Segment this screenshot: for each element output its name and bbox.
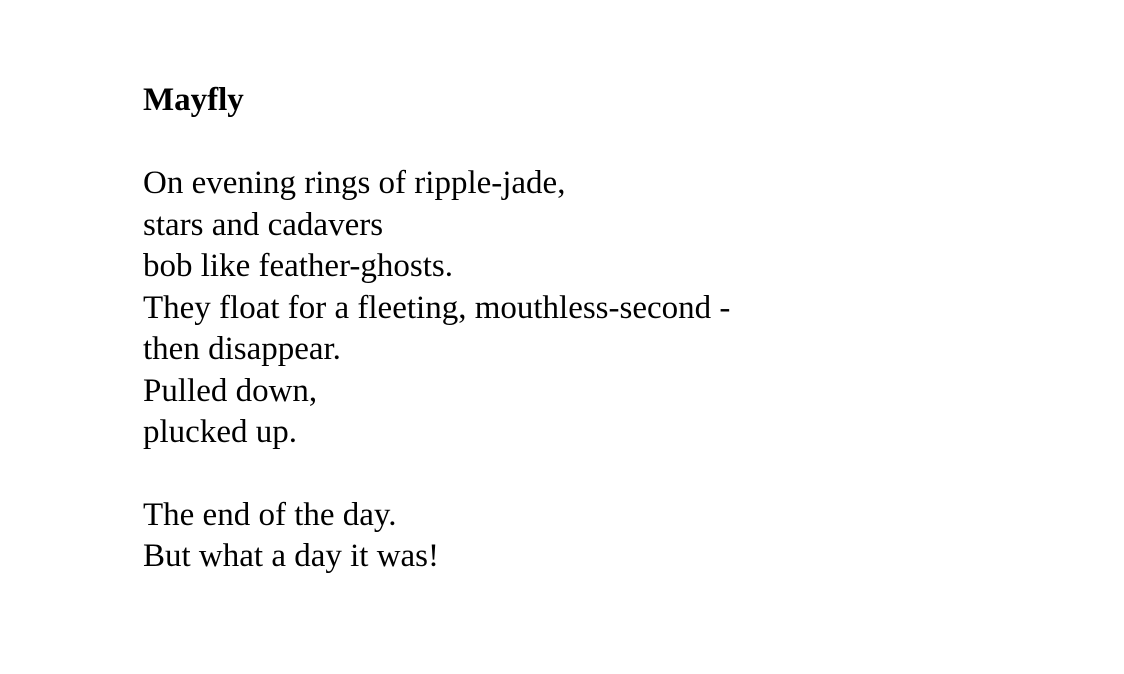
poem-line: Pulled down,: [143, 372, 318, 409]
poem-line: But what a day it was!: [143, 538, 440, 574]
poem-line: bob like feather-ghosts.: [143, 248, 454, 284]
poem-title: Mayfly: [143, 82, 244, 118]
stanza-1: [143, 163, 730, 454]
poem-line: stars and cadavers: [143, 206, 384, 243]
poem-line: then disappear.: [143, 331, 341, 367]
poem: [143, 80, 730, 578]
poem-line: plucked up.: [143, 414, 297, 450]
poem-line: The end of the day.: [143, 496, 397, 533]
stanza-2: [143, 495, 730, 578]
poem-line: On evening rings of ripple-jade,: [143, 165, 566, 201]
poem-line: They float for a fleeting, mouthless-second -: [143, 289, 731, 326]
